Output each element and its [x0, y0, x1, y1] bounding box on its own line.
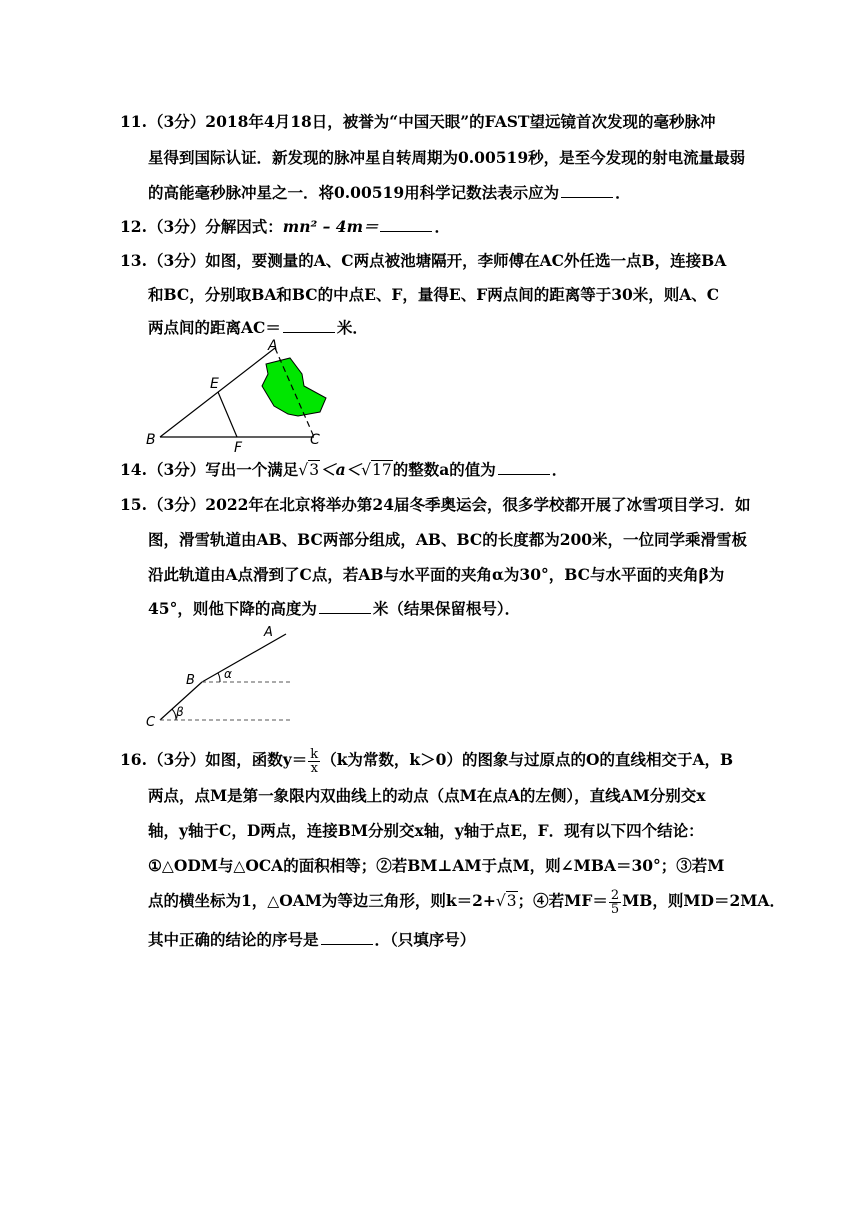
- q16-line-4: ①△ODM与△OCA的面积相等；②若BM⊥AM于点M，则∠MBA＝30°；③若M: [148, 856, 725, 875]
- q13-line-3-text: 两点间的距离AC＝: [148, 318, 281, 337]
- label-C: C: [310, 432, 320, 448]
- q15-line-4: [148, 599, 520, 619]
- q12-expression: mn² – 4m＝: [282, 217, 379, 236]
- label-C: C: [146, 715, 156, 730]
- q16-text-2: （k为常数，k＞0）的图象与过原点的O的直线相交于A，B: [321, 750, 734, 769]
- q11-line-3: [148, 183, 631, 203]
- q11-line-1: （3分）2018年4月18日，被誉为“中国天眼”的FAST望远镜首次发现的毫秒脉冲: [148, 112, 716, 131]
- q16-line-6-text: 其中正确的结论的序号是: [148, 930, 319, 949]
- q11-number: 11.: [120, 112, 147, 131]
- track-AB: [202, 634, 286, 682]
- label-A: A: [264, 625, 273, 640]
- q14-line-1: [148, 460, 567, 480]
- q12-text: （3分）分解因式：: [148, 217, 283, 236]
- fraction-k-over-x: [308, 748, 320, 775]
- q13-line-3: [148, 318, 368, 338]
- segment-BA: [160, 348, 275, 437]
- q15-line-4-text: 45°，则他下降的高度为: [148, 599, 317, 618]
- label-alpha: α: [224, 667, 232, 681]
- q16-line-6: [148, 930, 475, 950]
- q16-line-6-end: ．（只填序号）: [374, 930, 476, 949]
- q13-line-2: 和BC，分别取BA和BC的中点E、F，量得E、F两点间的距离等于30米，则A、C: [148, 285, 720, 304]
- q13-number: 13.: [120, 251, 147, 270]
- q16-line-5: [148, 887, 785, 916]
- q16-line-3: 轴，y轴于C，D两点，连接BM分别交x轴，y轴于点E，F．现有以下四个结论：: [148, 821, 704, 840]
- q12-end: ．: [434, 217, 450, 236]
- label-F: F: [234, 440, 243, 452]
- q16-line-5-text: 点的横坐标为1，△OAM为等边三角形，则k＝2+: [148, 891, 496, 910]
- q12-answer-blank[interactable]: [380, 217, 432, 232]
- segment-EF: [218, 392, 237, 437]
- q13-line-1: （3分）如图，要测量的A、C两点被池塘隔开，李师傅在AC外任选一点B，连接BA: [148, 251, 727, 270]
- q15-ski-track-figure: [140, 622, 300, 732]
- q16-line-1: [148, 746, 733, 775]
- q16-line-2: 两点，点M是第一象限内双曲线上的动点（点M在点A的左侧），直线AM分别交x: [148, 786, 706, 805]
- label-B: B: [146, 432, 156, 448]
- fraction-2-5-numerator: 2: [610, 887, 620, 903]
- sqrt-3: √3: [298, 461, 320, 479]
- sqrt-17: √17: [361, 461, 392, 479]
- q16-number: 16.: [120, 750, 147, 769]
- q14-inequality: ＜a＜: [320, 460, 362, 479]
- fraction-denominator: x: [310, 760, 318, 776]
- q13-pond-figure: [140, 336, 340, 452]
- label-B: B: [186, 673, 195, 688]
- q12-number: 12.: [120, 217, 147, 236]
- q15-line-1: （3分）2022年在北京将举办第24届冬季奥运会，很多学校都开展了冰雪项目学习．如: [148, 495, 751, 514]
- fraction-numerator: k: [310, 746, 319, 762]
- angle-alpha-arc: [218, 673, 220, 682]
- pond-shape: [262, 358, 326, 416]
- q15-line-2: 图，滑雪轨道由AB、BC两部分组成，AB、BC的长度都为200米，一位同学乘滑雪板: [148, 530, 748, 549]
- q16-line-5-text-2: ；④若MF＝: [517, 891, 608, 910]
- q16-line-5-text-3: MB，则MD＝2MA．: [622, 891, 785, 910]
- q11-line-3-text: 的高能毫秒脉冲星之一．将0.00519用科学记数法表示应为: [148, 183, 560, 202]
- q13-line-3-end: 米．: [336, 318, 368, 337]
- q15-line-3: 沿此轨道由A点滑到了C点，若AB与水平面的夹角α为30°，BC与水平面的夹角β为: [148, 565, 725, 584]
- q15-answer-blank[interactable]: [319, 599, 371, 614]
- q14-number: 14.: [120, 460, 147, 479]
- q16-answer-blank[interactable]: [321, 930, 373, 945]
- q11-line-2: 星得到国际认证．新发现的脉冲星自转周期为0.00519秒，是至今发现的射电流量最弱: [148, 148, 746, 167]
- q14-text: （3分）写出一个满足: [148, 460, 299, 479]
- q14-answer-blank[interactable]: [498, 460, 550, 475]
- label-A: A: [268, 338, 278, 354]
- q15-line-4-end: 米（结果保留根号）．: [372, 599, 521, 618]
- q14-text-2: 的整数a的值为: [392, 460, 496, 479]
- fraction-2-5-denominator: 5: [610, 901, 620, 917]
- label-beta: β: [176, 705, 184, 719]
- label-E: E: [210, 376, 219, 392]
- q11-answer-blank[interactable]: [561, 183, 613, 198]
- q12-line-1: [148, 217, 450, 237]
- sqrt-3-b: √3: [495, 892, 517, 910]
- q13-answer-blank[interactable]: [283, 318, 335, 333]
- q11-line-3-end: ．: [615, 183, 631, 202]
- sqrt-3-b-radicand: 3: [506, 892, 517, 910]
- sqrt-3-radicand: 3: [309, 461, 320, 479]
- fraction-2-over-5: [609, 889, 621, 916]
- q15-number: 15.: [120, 495, 147, 514]
- q16-text-1: （3分）如图，函数y＝: [148, 750, 308, 769]
- q14-end: ．: [551, 460, 568, 479]
- sqrt-17-radicand: 17: [372, 461, 392, 479]
